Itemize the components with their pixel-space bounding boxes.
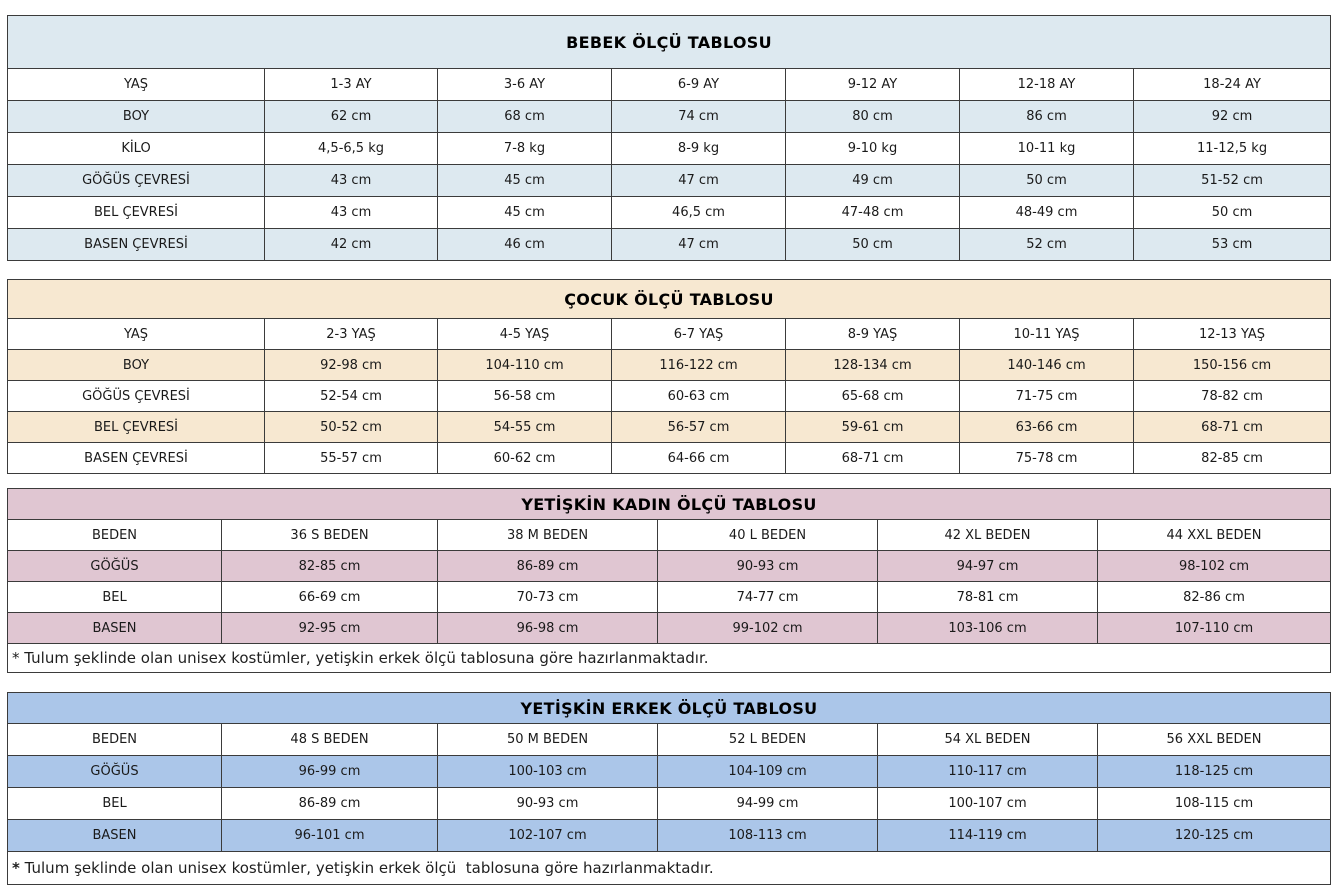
header-cell: 12-13 YAŞ	[1134, 319, 1331, 350]
data-cell: 66-69 cm	[222, 582, 438, 613]
header-cell: 8-9 YAŞ	[786, 319, 960, 350]
header-cell: 6-7 YAŞ	[612, 319, 786, 350]
data-cell: 47 cm	[612, 229, 786, 261]
row-label-cell: BEL ÇEVRESİ	[8, 197, 265, 229]
data-cell: 52 cm	[960, 229, 1134, 261]
header-cell: 40 L BEDEN	[658, 520, 878, 551]
header-cell: 38 M BEDEN	[438, 520, 658, 551]
header-cell: 3-6 AY	[438, 69, 612, 101]
cocuk-olcu-table	[7, 279, 1331, 474]
row-label-cell: BEDEN	[8, 520, 222, 551]
header-cell: 1-3 AY	[265, 69, 438, 101]
data-cell: 51-52 cm	[1134, 165, 1331, 197]
data-cell: 92-95 cm	[222, 613, 438, 644]
table-row	[8, 133, 1331, 165]
data-cell: 114-119 cm	[878, 820, 1098, 852]
data-cell: 47-48 cm	[786, 197, 960, 229]
table-row	[8, 582, 1331, 613]
data-cell: 54-55 cm	[438, 412, 612, 443]
table-row	[8, 412, 1331, 443]
data-cell: 104-109 cm	[658, 756, 878, 788]
data-cell: 49 cm	[786, 165, 960, 197]
data-cell: 9-10 kg	[786, 133, 960, 165]
data-cell: 128-134 cm	[786, 350, 960, 381]
header-row	[8, 520, 1331, 551]
row-label-cell: GÖĞÜS ÇEVRESİ	[8, 381, 265, 412]
header-cell: 50 M BEDEN	[438, 724, 658, 756]
data-cell: 78-81 cm	[878, 582, 1098, 613]
data-cell: 48-49 cm	[960, 197, 1134, 229]
data-cell: 47 cm	[612, 165, 786, 197]
data-cell: 118-125 cm	[1098, 756, 1331, 788]
table-row	[8, 613, 1331, 644]
data-cell: 110-117 cm	[878, 756, 1098, 788]
data-cell: 82-86 cm	[1098, 582, 1331, 613]
row-label-cell: GÖĞÜS ÇEVRESİ	[8, 165, 265, 197]
header-cell: 4-5 YAŞ	[438, 319, 612, 350]
row-label-cell: BEL ÇEVRESİ	[8, 412, 265, 443]
data-cell: 80 cm	[786, 101, 960, 133]
table-row	[8, 229, 1331, 261]
data-cell: 82-85 cm	[1134, 443, 1331, 474]
data-cell: 90-93 cm	[658, 551, 878, 582]
row-label-cell: BEL	[8, 582, 222, 613]
data-cell: 107-110 cm	[1098, 613, 1331, 644]
data-cell: 46 cm	[438, 229, 612, 261]
data-cell: 7-8 kg	[438, 133, 612, 165]
table-row	[8, 197, 1331, 229]
row-label-cell: KİLO	[8, 133, 265, 165]
data-cell: 53 cm	[1134, 229, 1331, 261]
data-cell: 56-57 cm	[612, 412, 786, 443]
data-cell: 45 cm	[438, 165, 612, 197]
footnote-text: Tulum şeklinde olan unisex kostümler, yetişkin erkek ölçü tablosuna göre hazırlanmaktadır.	[19, 859, 714, 877]
header-cell: 48 S BEDEN	[222, 724, 438, 756]
table-title: BEBEK ÖLÇÜ TABLOSU	[8, 16, 1331, 69]
data-cell: 4,5-6,5 kg	[265, 133, 438, 165]
data-cell: 70-73 cm	[438, 582, 658, 613]
table-row	[8, 788, 1331, 820]
table-title: YETİŞKİN ERKEK ÖLÇÜ TABLOSU	[8, 693, 1331, 724]
data-cell: 50 cm	[1134, 197, 1331, 229]
table-title: ÇOCUK ÖLÇÜ TABLOSU	[8, 280, 1331, 319]
header-cell: 6-9 AY	[612, 69, 786, 101]
row-label-cell: YAŞ	[8, 69, 265, 101]
data-cell: 52-54 cm	[265, 381, 438, 412]
data-cell: 108-113 cm	[658, 820, 878, 852]
data-cell: 86-89 cm	[222, 788, 438, 820]
erkek-olcu-table	[7, 692, 1331, 885]
data-cell: 55-57 cm	[265, 443, 438, 474]
table-row	[8, 165, 1331, 197]
data-cell: 99-102 cm	[658, 613, 878, 644]
data-cell: 94-99 cm	[658, 788, 878, 820]
data-cell: 94-97 cm	[878, 551, 1098, 582]
header-cell: 18-24 AY	[1134, 69, 1331, 101]
header-cell: 44 XXL BEDEN	[1098, 520, 1331, 551]
data-cell: 71-75 cm	[960, 381, 1134, 412]
data-cell: 45 cm	[438, 197, 612, 229]
data-cell: 102-107 cm	[438, 820, 658, 852]
table-row	[8, 551, 1331, 582]
data-cell: 108-115 cm	[1098, 788, 1331, 820]
table-row	[8, 820, 1331, 852]
data-cell: 74 cm	[612, 101, 786, 133]
header-cell: 2-3 YAŞ	[265, 319, 438, 350]
header-cell: 9-12 AY	[786, 69, 960, 101]
data-cell: 59-61 cm	[786, 412, 960, 443]
data-cell: 62 cm	[265, 101, 438, 133]
header-cell: 12-18 AY	[960, 69, 1134, 101]
data-cell: 42 cm	[265, 229, 438, 261]
data-cell: 43 cm	[265, 165, 438, 197]
data-cell: 63-66 cm	[960, 412, 1134, 443]
data-cell: 56-58 cm	[438, 381, 612, 412]
data-cell: 50 cm	[960, 165, 1134, 197]
data-cell: 60-63 cm	[612, 381, 786, 412]
data-cell: 150-156 cm	[1134, 350, 1331, 381]
row-label-cell: BEDEN	[8, 724, 222, 756]
table-row	[8, 101, 1331, 133]
table-row	[8, 350, 1331, 381]
row-label-cell: BOY	[8, 350, 265, 381]
data-cell: 82-85 cm	[222, 551, 438, 582]
data-cell: 43 cm	[265, 197, 438, 229]
header-row	[8, 319, 1331, 350]
footnote	[8, 852, 1331, 885]
data-cell: 68 cm	[438, 101, 612, 133]
row-label-cell: GÖĞÜS	[8, 551, 222, 582]
table-row	[8, 381, 1331, 412]
footnote-marker: *	[12, 649, 20, 667]
data-cell: 92 cm	[1134, 101, 1331, 133]
data-cell: 75-78 cm	[960, 443, 1134, 474]
data-cell: 10-11 kg	[960, 133, 1134, 165]
header-cell: 10-11 YAŞ	[960, 319, 1134, 350]
data-cell: 98-102 cm	[1098, 551, 1331, 582]
footnote	[8, 644, 1331, 673]
row-label-cell: BASEN	[8, 613, 222, 644]
data-cell: 60-62 cm	[438, 443, 612, 474]
row-label-cell: BEL	[8, 788, 222, 820]
table-row	[8, 443, 1331, 474]
data-cell: 74-77 cm	[658, 582, 878, 613]
row-label-cell: BASEN ÇEVRESİ	[8, 229, 265, 261]
footnote-marker: *	[12, 859, 20, 877]
data-cell: 68-71 cm	[1134, 412, 1331, 443]
data-cell: 104-110 cm	[438, 350, 612, 381]
header-cell: 42 XL BEDEN	[878, 520, 1098, 551]
data-cell: 86 cm	[960, 101, 1134, 133]
data-cell: 100-107 cm	[878, 788, 1098, 820]
table-row	[8, 756, 1331, 788]
row-label-cell: BASEN	[8, 820, 222, 852]
data-cell: 65-68 cm	[786, 381, 960, 412]
data-cell: 96-98 cm	[438, 613, 658, 644]
data-cell: 90-93 cm	[438, 788, 658, 820]
header-cell: 54 XL BEDEN	[878, 724, 1098, 756]
data-cell: 96-101 cm	[222, 820, 438, 852]
data-cell: 120-125 cm	[1098, 820, 1331, 852]
data-cell: 116-122 cm	[612, 350, 786, 381]
header-cell: 36 S BEDEN	[222, 520, 438, 551]
row-label-cell: GÖĞÜS	[8, 756, 222, 788]
data-cell: 78-82 cm	[1134, 381, 1331, 412]
kadin-olcu-table	[7, 488, 1331, 673]
data-cell: 140-146 cm	[960, 350, 1134, 381]
row-label-cell: YAŞ	[8, 319, 265, 350]
data-cell: 103-106 cm	[878, 613, 1098, 644]
footnote-text: Tulum şeklinde olan unisex kostümler, yetişkin erkek ölçü tablosuna göre hazırlanmaktadır.	[19, 649, 709, 667]
header-cell: 56 XXL BEDEN	[1098, 724, 1331, 756]
header-row	[8, 724, 1331, 756]
data-cell: 100-103 cm	[438, 756, 658, 788]
row-label-cell: BASEN ÇEVRESİ	[8, 443, 265, 474]
table-title: YETİŞKİN KADIN ÖLÇÜ TABLOSU	[8, 489, 1331, 520]
row-label-cell: BOY	[8, 101, 265, 133]
data-cell: 86-89 cm	[438, 551, 658, 582]
header-row	[8, 69, 1331, 101]
data-cell: 92-98 cm	[265, 350, 438, 381]
data-cell: 11-12,5 kg	[1134, 133, 1331, 165]
data-cell: 8-9 kg	[612, 133, 786, 165]
data-cell: 46,5 cm	[612, 197, 786, 229]
data-cell: 64-66 cm	[612, 443, 786, 474]
data-cell: 50 cm	[786, 229, 960, 261]
data-cell: 96-99 cm	[222, 756, 438, 788]
data-cell: 50-52 cm	[265, 412, 438, 443]
header-cell: 52 L BEDEN	[658, 724, 878, 756]
data-cell: 68-71 cm	[786, 443, 960, 474]
bebek-olcu-table	[7, 15, 1331, 261]
